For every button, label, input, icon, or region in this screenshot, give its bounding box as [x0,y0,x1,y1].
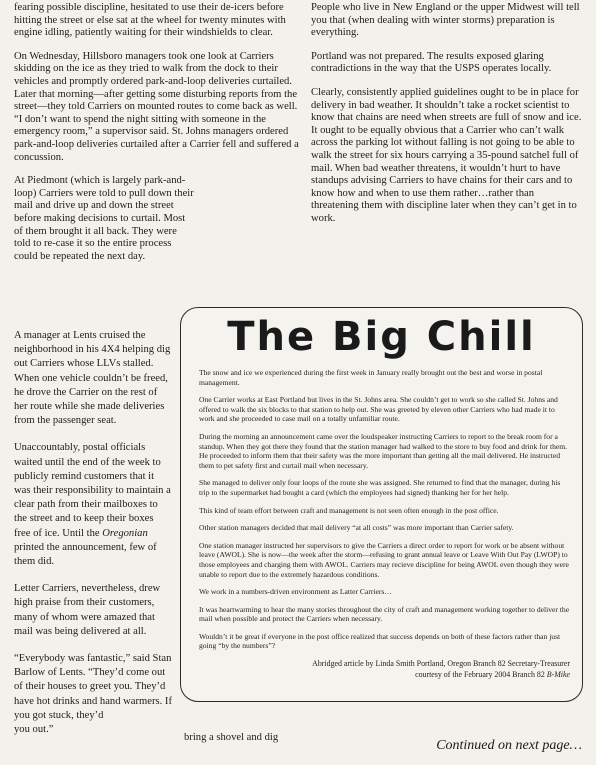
officials-paragraph: Unaccountably, postal officials waited until the end of the week to publicly remind customers that it was their responsibility to maintain a clear path from their mailboxes to the street and to keep their boxes free of ice. Until the Oregonian printed the announcement, few of them did. [14,442,171,568]
sidebar-body [199,368,570,680]
quote-continuation: bring a shovel and dig [184,732,279,743]
left-paragraph-1: fearing possible discipline, hesitated to use their de-icers before hitting the street or else sat at the wheel for twenty minutes with engine idling, patiently waiting for their windshields to clear. [14,2,286,39]
quote-paragraph: “Everybody was fantastic,” said Stan Barlow of Lents. “They’d come out of their houses to greet you. They’d have hot drinks and hand warmers. If you got stuck, they’d you out.” [14,653,172,736]
newsletter-name: B-Mike [546,669,570,679]
left-paragraph-3: At Piedmont (which is largely park-and-loop) Carriers were told to pull down their mail and drive up and down the street before making decisions to curtail. Most of them brought it all back. They were told to re-case it so the entire process could be repeated the next day. [14,175,194,262]
sidebar-paragraph: She managed to deliver only four loops of the route she was assigned. She returned to find that the manager, during his trip to the supermarket had bought a card (which the employees had signed) thanking her for her help. [199,478,561,497]
article-credit: Abridged article by Linda Smith Portland, Oregon Branch 82 Secretary-Treasurer courtesy of the February 2004 Branch 82 B-Mike [312,659,570,679]
newspaper-name: Oregonian [102,527,148,539]
sidebar-paragraph: The snow and ice we experienced during the first week in January really brought out the best and worse in postal management. [199,368,543,387]
right-paragraph-2: Portland was not prepared. The results exposed glaring contradictions in the way that the USPS operates locally. [311,50,552,75]
sidebar-paragraph: It was heartwarming to hear the many stories throughout the city of craft and management working together to deliver the mail when possible and protect the Carriers when necessary. [199,604,570,624]
big-chill-sidebar-box [180,307,583,702]
sidebar-paragraph: One station manager instructed her supervisors to give the Carriers a direct order to report for work or be absent without leave (AWOL). She is now—the week after the storm—refusing to grant annual leave or Leave With Out Pay (LWOP) to those employees and charging them with AWOL. Carriers may recieve discipline for being AWOL even though they were unable to report due to the extremely hazardous conditions. [199,540,569,579]
sidebar-paragraph: Other station managers decided that mail delivery “at all costs” was more important than Carrier safety. [199,523,514,533]
right-column [311,2,584,237]
right-paragraph-1: People who live in New England or the upper Midwest will tell you that (when dealing with winter storms) preparation is everything. [311,2,580,39]
sidebar-paragraph: We work in a numbers-driven environment as Latter Carriers… [199,587,392,597]
sidebar-paragraph: One Carrier works at East Portland but lives in the St. Johns area. She couldn’t get to work so she called St. Johns and offered to walk the six blocks to that station to help out. She was greeted by eleven other Carriers who had made it to work and she proceeded to case mail on a totally unfamiliar route. [199,395,558,424]
sidebar-paragraph: This kind of team effort between craft and management is not seen often enough in the post office. [199,505,499,515]
left-paragraph-2: On Wednesday, Hillsboro managers took one look at Carriers skidding on the ice as they tried to walk from the dock to their vehicles and promptly ordered park-and-loop deliveries curtailed. Later that morning—after getting some disturbing reports from the street—they told Carriers on mounted routes to come back as well. “I don’t want to spend the night sitting with someone in the emergency room,” a supervisor said. St. Johns managers ordered park-and-loop deliveries curtailed after a Carrier fell and suffered a concussion. [14,50,299,163]
lents-paragraph: A manager at Lents cruised the neighborhood in his 4X4 helping dig out Carriers whose LLVs stalled. When one vehicle couldn’t be freed, he drove the Carrier on the rest of her route while she made deliveries from the passenger seat. [14,330,171,427]
left-column [14,2,299,274]
left-narrow-column [14,329,172,749]
praise-paragraph: Letter Carriers, nevertheless, drew high praise from their customers, many of whom were amazed that mail was being delivered at all. [14,583,161,637]
sidebar-paragraph: During the morning an announcement came over the loudspeaker instructing Carriers to report to the break room for a standup. When they got there they found that the station manager had walked to the store to buy food and drink for them. He proceeded to inform them that their safety was the more important than getting all the mail delivered. He instructed them to pet safety first and curtail mail when necessary. [199,431,568,470]
continued-notice: Continued on next page… [436,738,582,753]
sidebar-paragraph: Wouldn’t it be great if everyone in the post office realized that success depends on both of these factors rather than just going “by the numbers”? [199,631,561,651]
right-paragraph-3: Clearly, consistently applied guidelines ought to be in place for delivery in bad weather. It shouldn’t take a rocket scientist to know that chains are need when streets are full of snow and ice. It ought to be equally obvious that a Carrier who can’t walk across the parking lot without falling is not going to be able to walk the street for six hours carrying a 35-pound satchel full of mail. When bad weather threatens, it wouldn’t hurt to have standups advising Carriers to have chains for their cars and to know how and when to use them rather…rather than threatening them with discipline later when they can’t get in to work. [311,86,582,224]
sidebar-title: The Big Chill [227,314,536,360]
